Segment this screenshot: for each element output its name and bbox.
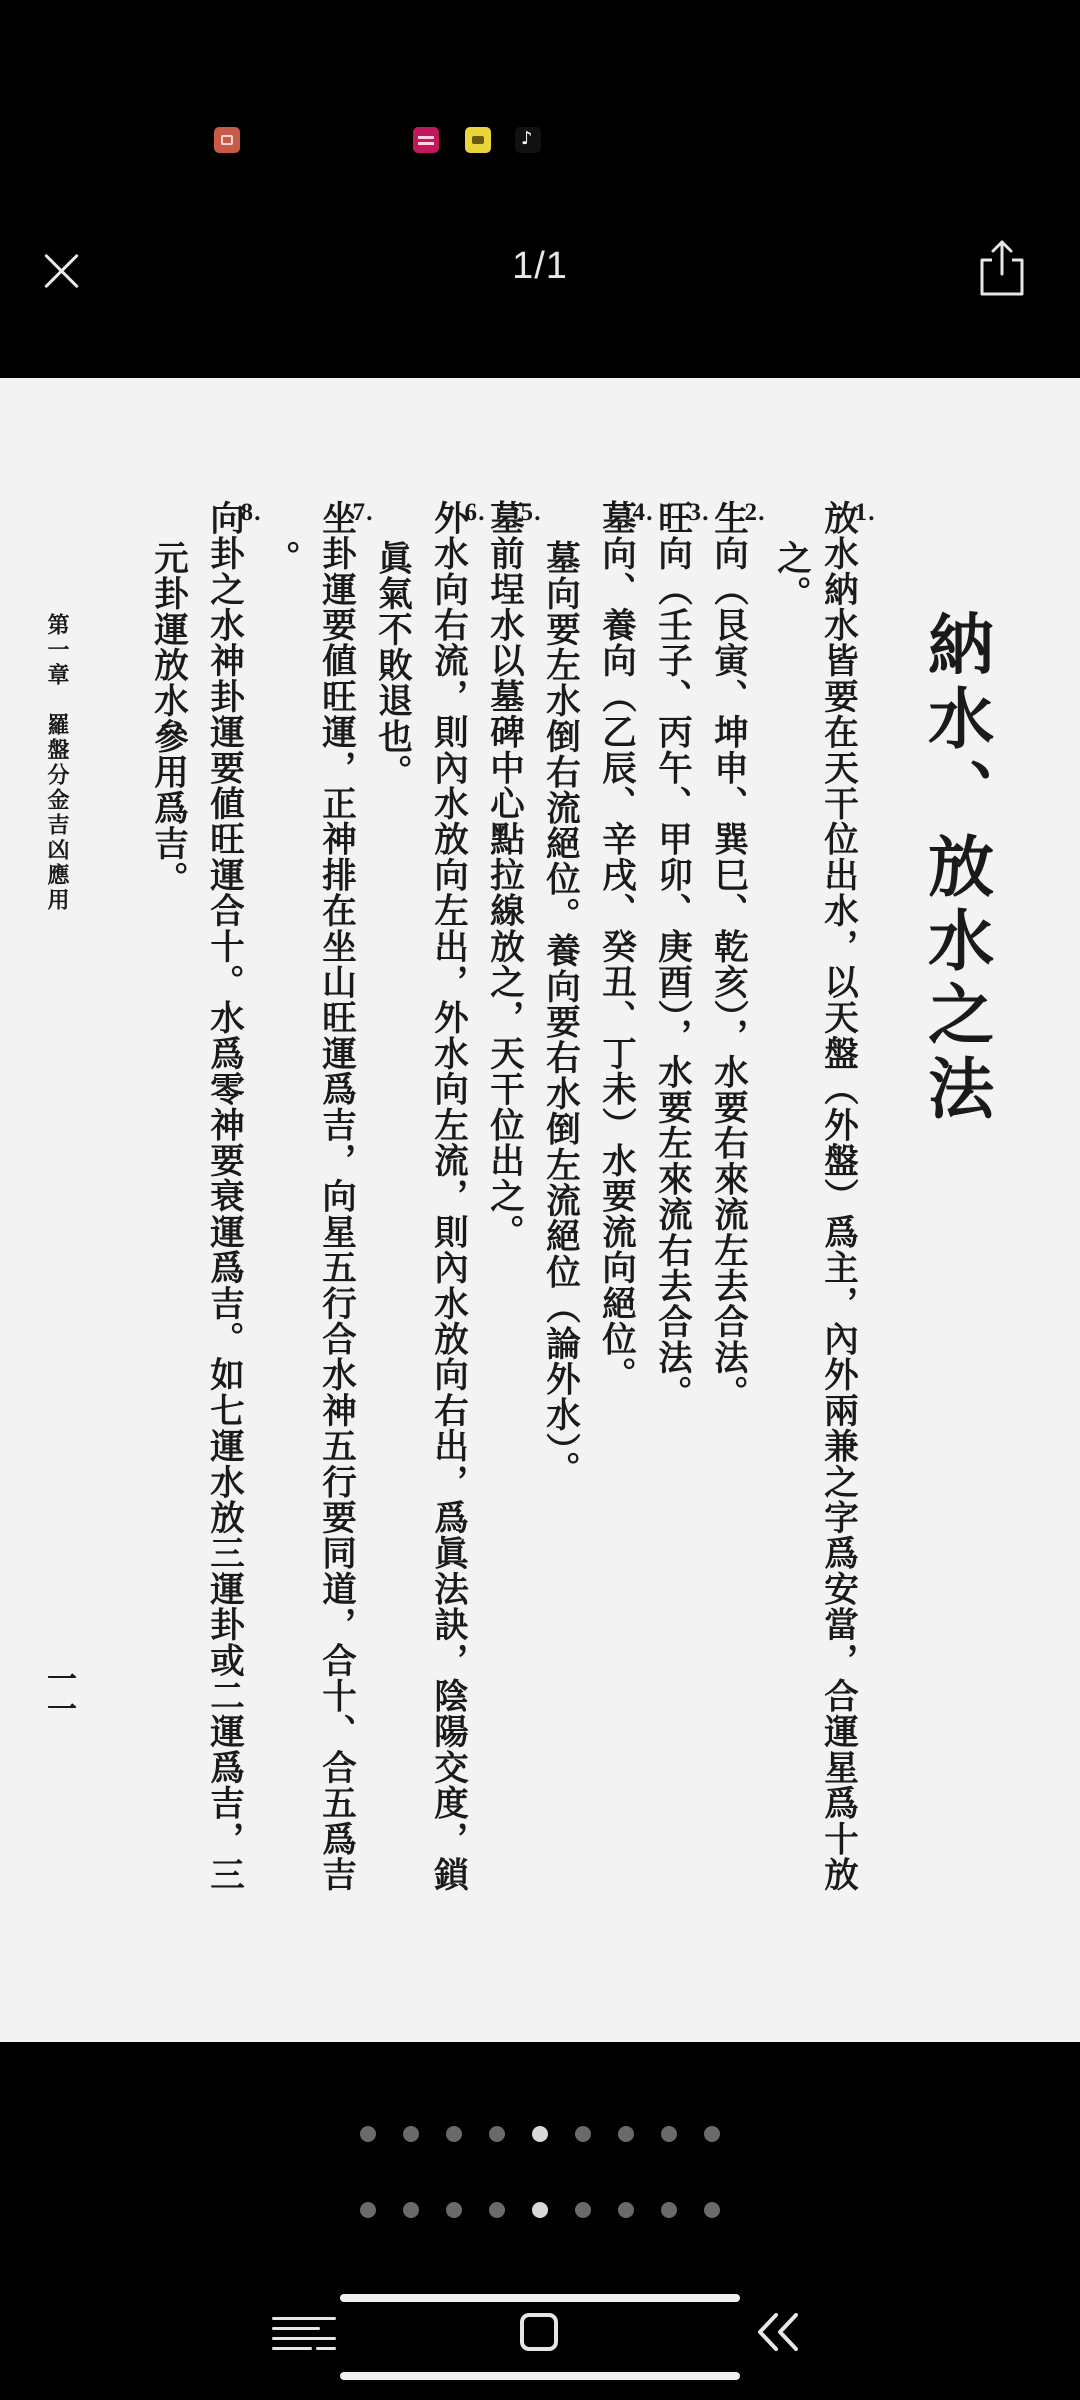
tiktok-icon xyxy=(515,127,541,153)
document-line xyxy=(817,499,876,1893)
item-number: 7. xyxy=(352,499,374,526)
dot[interactable] xyxy=(618,2126,634,2142)
dot[interactable] xyxy=(360,2202,376,2218)
item-number: 1. xyxy=(854,499,876,526)
item-text: 生向（艮寅、坤申、巽巳、乾亥），水要右來流左去合法。 xyxy=(707,500,748,1411)
dot[interactable] xyxy=(704,2202,720,2218)
app-icon-1 xyxy=(413,127,439,153)
dot[interactable] xyxy=(661,2126,677,2142)
item-text: 眞氣不敗退也。 xyxy=(371,540,412,790)
dot[interactable] xyxy=(489,2126,505,2142)
active-dot[interactable] xyxy=(532,2126,548,2142)
document-line xyxy=(651,499,710,1411)
document-title: 納水、放水之法 xyxy=(916,610,994,1128)
item-number: 5. xyxy=(520,499,542,526)
document-line xyxy=(770,540,811,612)
page-indicator-dots xyxy=(0,2126,1080,2142)
item-number: 3. xyxy=(688,499,710,526)
document-line xyxy=(595,499,654,1393)
item-number: 8. xyxy=(240,499,262,526)
active-dot[interactable] xyxy=(532,2202,548,2218)
dot[interactable] xyxy=(704,2126,720,2142)
page-counter: 1/1 xyxy=(512,245,568,287)
pdf-app-icon xyxy=(214,127,240,153)
dot[interactable] xyxy=(575,2126,591,2142)
menu-icon[interactable] xyxy=(272,2313,336,2357)
document-line xyxy=(483,499,542,1250)
share-icon-glyph xyxy=(976,238,1028,298)
item-text: 坐卦運要値旺運，正神排在坐山旺運爲吉，向星五行合水神五行要同道，合十、合五爲吉 xyxy=(315,500,356,1893)
page-number: 一一 xyxy=(41,1663,76,1723)
dot[interactable] xyxy=(618,2202,634,2218)
document-line xyxy=(707,499,766,1411)
home-icon[interactable] xyxy=(520,2313,558,2351)
item-text: 元卦運放水參用爲吉。 xyxy=(147,540,188,897)
item-text: 墓向、養向（乙辰、辛戌、癸丑、丁未）水要流向絕位。 xyxy=(595,500,636,1393)
item-text: 放水納水皆要在天干位出水，以天盤（外盤）爲主，內外兩兼之字爲安當，合運星爲十放 xyxy=(817,500,858,1893)
item-text: 旺向（壬子、丙午、甲卯、庚酉），水要左來流右去合法。 xyxy=(651,500,692,1411)
item-number: 2. xyxy=(744,499,766,526)
item-text: 之。 xyxy=(770,540,811,612)
page-indicator-dots-secondary xyxy=(0,2202,1080,2218)
item-text: 墓前埕水以墓碑中心點拉線放之，天干位出之。 xyxy=(483,500,524,1250)
app-icon-2 xyxy=(465,127,491,153)
document-line xyxy=(371,540,412,790)
chapter-footer: 第一章 羅盤分金吉凶應用 xyxy=(44,613,70,913)
item-text: 。 xyxy=(259,540,300,576)
back-icon[interactable] xyxy=(752,2309,804,2355)
item-number: 4. xyxy=(632,499,654,526)
item-number: 6. xyxy=(464,499,486,526)
document-line xyxy=(147,540,188,897)
gesture-handle-bottom[interactable] xyxy=(340,2372,740,2380)
item-text: 向卦之水神卦運要値旺運合十。水爲零神要衰運爲吉。如七運水放三運卦或二運爲吉，三 xyxy=(203,500,244,1893)
dot[interactable] xyxy=(403,2126,419,2142)
document-line xyxy=(539,540,580,1487)
item-text: 外水向右流，則內水放向左出，外水向左流，則內水放向右出，爲眞法訣，陰陽交度，鎖 xyxy=(427,500,468,1893)
document-line xyxy=(427,499,486,1893)
document-line xyxy=(203,499,262,1893)
document-page[interactable] xyxy=(0,378,1080,2042)
share-icon[interactable] xyxy=(976,238,1028,298)
document-line xyxy=(315,499,374,1893)
dot[interactable] xyxy=(446,2126,462,2142)
item-text: 墓向要左水倒右流絕位。養向要右水倒左流絕位（論外水）。 xyxy=(539,540,580,1487)
gesture-handle[interactable] xyxy=(340,2294,740,2302)
dot[interactable] xyxy=(403,2202,419,2218)
dot[interactable] xyxy=(575,2202,591,2218)
dot[interactable] xyxy=(661,2202,677,2218)
document-line xyxy=(259,540,300,576)
dot[interactable] xyxy=(446,2202,462,2218)
dot[interactable] xyxy=(360,2126,376,2142)
dot[interactable] xyxy=(489,2202,505,2218)
